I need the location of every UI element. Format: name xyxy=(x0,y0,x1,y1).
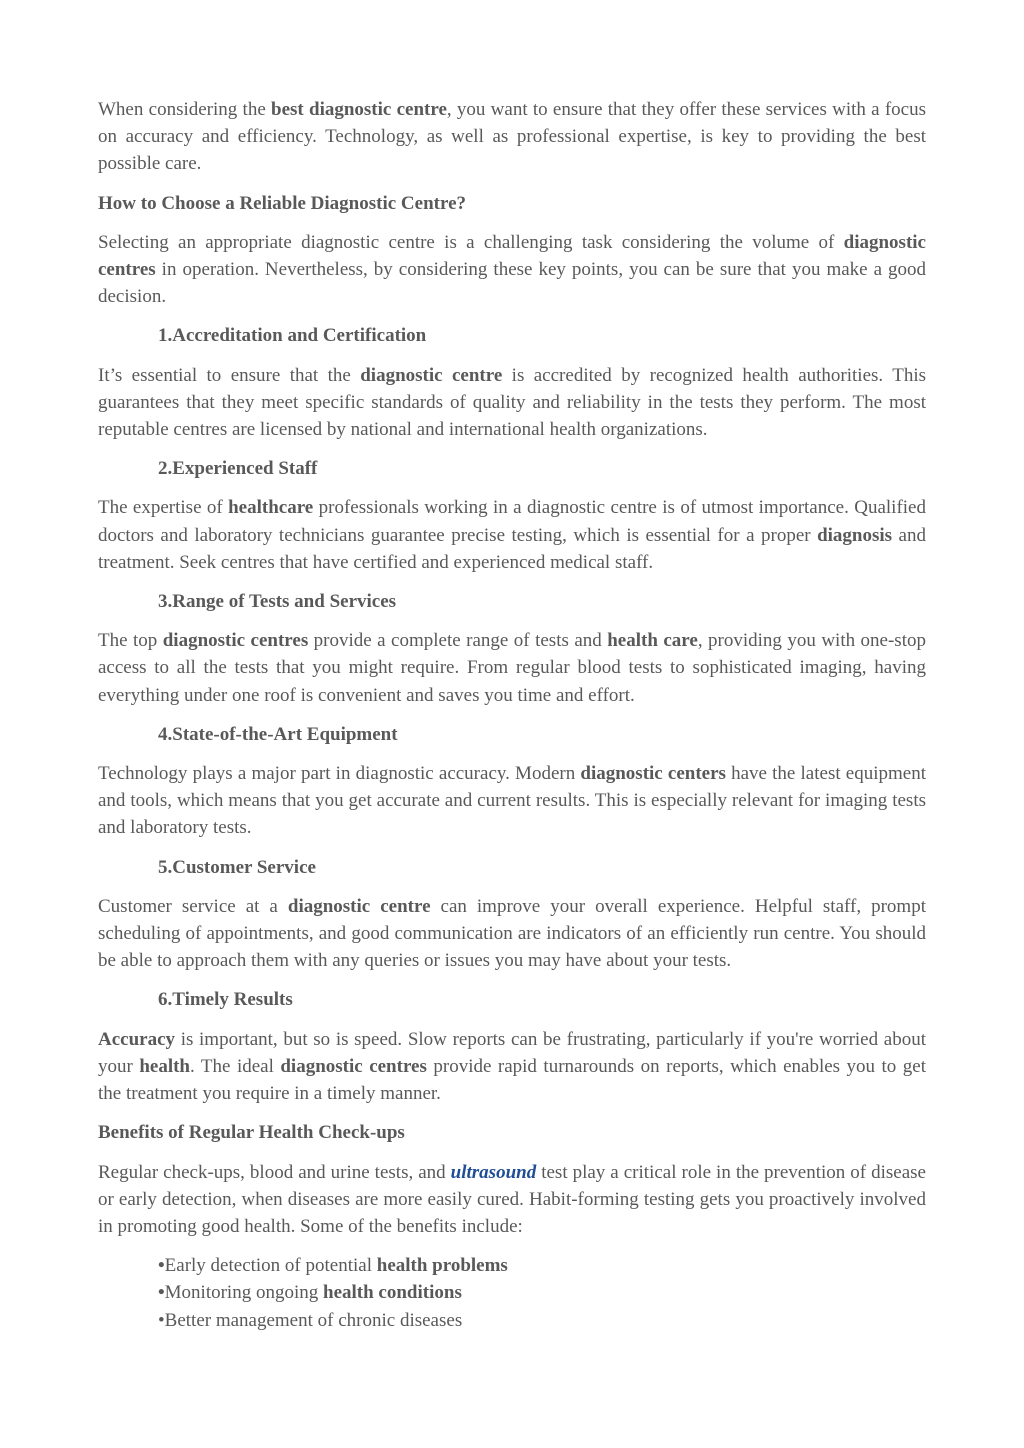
bold-term: diagnosis xyxy=(817,524,893,546)
bullet-icon: • xyxy=(158,1282,165,1304)
bold-term: health care xyxy=(607,630,698,652)
section-2-paragraph: The expertise of healthcare professionals working in a diagnostic centre is of utmost importance. Qualified doctors and laboratory technicians guarantee precise testing, which is essential for a proper diagnosis and treatment. Seek centres that have certified and experienced medical staff. xyxy=(98,497,926,573)
benefits-list xyxy=(98,1252,926,1334)
intro-paragraph: When considering the best diagnostic centre, you want to ensure that they offer these services with a focus on accuracy and efficiency. Technology, as well as professional expertise, is key to providing the best possible care. xyxy=(98,99,926,175)
bold-term: Accuracy xyxy=(98,1028,176,1050)
bullet-icon: • xyxy=(158,1309,165,1331)
bold-term: diagnostic centre xyxy=(287,895,431,917)
section-5-paragraph: Customer service at a diagnostic centre can improve your overall experience. Helpful staff, prompt scheduling of appointments, and good communication are indicators of an efficiently run centre. You should be able to approach them with any queries or issues you may have about your tests. xyxy=(98,895,926,972)
bold-term: diagnostic centre xyxy=(360,364,503,386)
heading-choose: How to Choose a Reliable Diagnostic Centre? xyxy=(98,192,467,214)
bold-term: healthcare xyxy=(228,497,314,519)
heading-benefits: Benefits of Regular Health Check-ups xyxy=(98,1122,405,1144)
section-3-paragraph: The top diagnostic centres provide a complete range of tests and health care, providing you with one-stop access to all the tests that you might require. From regular blood tests to sophisticated imaging, having everything under one roof is convenient and saves you time and effort. xyxy=(98,630,926,706)
bullet-icon: • xyxy=(158,1255,165,1277)
bold-term: diagnostic centres xyxy=(280,1055,427,1077)
list-item: •Early detection of potential health problems xyxy=(158,1255,508,1277)
bold-term: best diagnostic centre xyxy=(271,99,447,120)
bold-term: diagnostic centres xyxy=(162,630,309,652)
list-item: •Monitoring ongoing health conditions xyxy=(158,1282,462,1304)
section-3-title: 3.Range of Tests and Services xyxy=(158,591,397,613)
list-item: •Better management of chronic diseases xyxy=(158,1309,463,1331)
bold-term: health xyxy=(139,1055,191,1077)
ultrasound-link[interactable]: ultrasound xyxy=(450,1161,537,1183)
bold-term: health conditions xyxy=(323,1282,462,1304)
bold-term: health problems xyxy=(376,1255,508,1277)
section-6-title: 6.Timely Results xyxy=(158,989,293,1011)
section-6-paragraph: Accuracy is important, but so is speed. Slow reports can be frustrating, particularly if you're worried about your health. The ideal diagnostic centres provide rapid turnarounds on reports, which enables you to get the treatment you require in a timely manner. xyxy=(98,1028,927,1105)
section-5-title: 5.Customer Service xyxy=(158,856,316,878)
section-2-title: 2.Experienced Staff xyxy=(158,458,318,480)
section-1-title: 1.Accreditation and Certification xyxy=(158,325,427,347)
section-1-paragraph: It’s essential to ensure that the diagnostic centre is accredited by recognized health authorities. This guarantees that they meet specific standards of quality and reliability in the tests they perform. The most reputable centres are licensed by national and international health organizations. xyxy=(98,364,926,441)
section-4-paragraph: Technology plays a major part in diagnostic accuracy. Modern diagnostic centers have the latest equipment and tools, which means that you get accurate and current results. This is especially relevant for imaging tests and laboratory tests. xyxy=(98,763,926,839)
bold-term: diagnostic centers xyxy=(580,763,726,785)
document-page xyxy=(98,96,926,1334)
regular-paragraph: Regular check-ups, blood and urine tests, and ultrasound test play a critical role in the prevention of disease or early detection, when diseases are more easily cured. Habit-forming testing gets you proactively involved in promoting good health. Some of the benefits include: xyxy=(98,1161,926,1237)
bold-term: diagnostic centres xyxy=(98,231,926,281)
section-4-title: 4.State-of-the-Art Equipment xyxy=(158,723,398,745)
selecting-paragraph: Selecting an appropriate diagnostic centre is a challenging task considering the volume of diagnostic centres in operation. Nevertheless, by considering these key points, you can be sure that you make a good decision. xyxy=(98,231,926,308)
